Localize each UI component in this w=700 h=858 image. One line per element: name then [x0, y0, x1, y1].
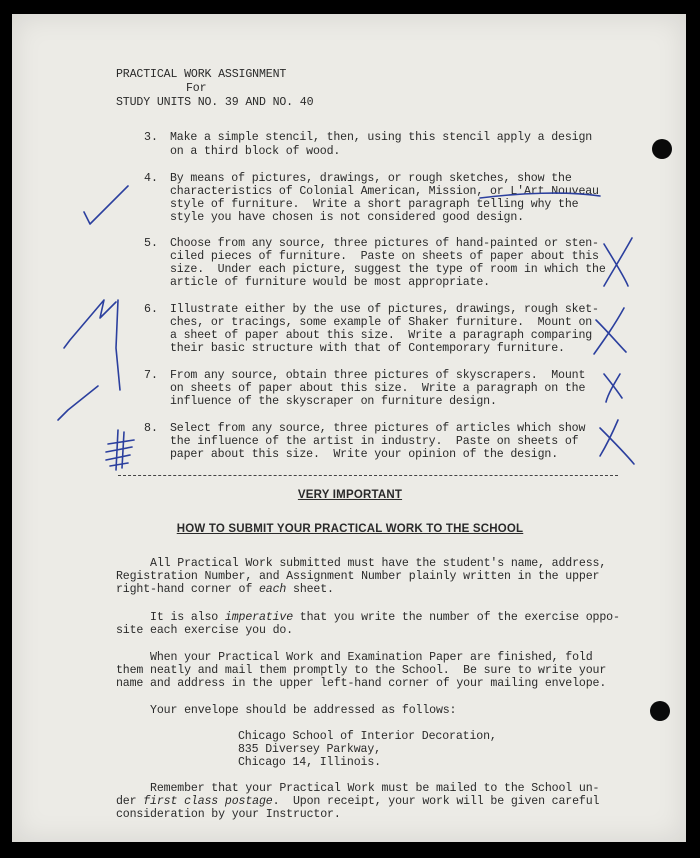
- very-important-heading: VERY IMPORTANT: [297, 489, 403, 501]
- item-7-number: 7.: [144, 369, 158, 382]
- paragraph-line: It is also imperative that you write the number of the exercise oppo-: [116, 611, 620, 624]
- item-8-line: paper about this size. Write your opinion of the design.: [170, 448, 559, 461]
- address-line-3: Chicago 14, Illinois.: [238, 756, 381, 769]
- address-line-2: 835 Diversey Parkway,: [238, 743, 381, 756]
- item-5-line: Choose from any source, three pictures of hand-painted or sten-: [170, 237, 599, 250]
- item-5-line: article of furniture would be most appropriate.: [170, 276, 490, 289]
- punch-hole-top: [652, 139, 672, 159]
- item-7-line: From any source, obtain three pictures of skyscrapers. Mount: [170, 369, 586, 382]
- item-6-line: ches, or tracings, some example of Shaker furniture. Mount on: [170, 316, 593, 329]
- paragraph-line: consideration by your Instructor.: [116, 808, 341, 821]
- paragraph-line: right-hand corner of each sheet.: [116, 583, 334, 596]
- paragraph-line: name and address in the upper left-hand corner of your mailing envelope.: [116, 677, 607, 690]
- item-5-line: size. Under each picture, suggest the type of room in which the: [170, 263, 606, 276]
- item-6-line: Illustrate either by the use of pictures, drawings, rough sket-: [170, 303, 599, 316]
- paragraph-line: All Practical Work submitted must have the student's name, address,: [116, 557, 607, 570]
- paragraph-line: der first class postage. Upon receipt, your work will be given careful: [116, 795, 600, 808]
- paragraph-line: Your envelope should be addressed as follows:: [116, 704, 457, 717]
- item-4-number: 4.: [144, 172, 158, 185]
- paragraph-line: When your Practical Work and Examination Paper are finished, fold: [116, 651, 593, 664]
- item-4-line: style you have chosen is not considered good design.: [170, 211, 524, 224]
- punch-hole-bottom: [650, 701, 670, 721]
- header-line-2: For: [186, 82, 207, 95]
- item-8-number: 8.: [144, 422, 158, 435]
- address-line-1: Chicago School of Interior Decoration,: [238, 730, 497, 743]
- how-to-submit-heading: HOW TO SUBMIT YOUR PRACTICAL WORK TO THE SCHOOL: [176, 523, 524, 535]
- paragraph-line: Remember that your Practical Work must be mailed to the School un-: [116, 782, 600, 795]
- header-line-1: PRACTICAL WORK ASSIGNMENT: [116, 68, 287, 81]
- item-5-line: ciled pieces of furniture. Paste on sheets of paper about this: [170, 250, 599, 263]
- item-8-line: the influence of the artist in industry. Paste on sheets of: [170, 435, 579, 448]
- item-3-number: 3.: [144, 131, 158, 144]
- header-line-3: STUDY UNITS NO. 39 AND NO. 40: [116, 96, 314, 109]
- item-3-line: on a third block of wood.: [170, 145, 341, 158]
- item-3-line: Make a simple stencil, then, using this stencil apply a design: [170, 131, 593, 144]
- item-5-number: 5.: [144, 237, 158, 250]
- item-4-line: By means of pictures, drawings, or rough sketches, show the: [170, 172, 572, 185]
- paragraph-line: Registration Number, and Assignment Number plainly written in the upper: [116, 570, 600, 583]
- item-4-line: characteristics of Colonial American, Mission, or L'Art Nouveau: [170, 185, 599, 198]
- item-6-number: 6.: [144, 303, 158, 316]
- item-6-line: their basic structure with that of Contemporary furniture.: [170, 342, 565, 355]
- paragraph-line: site each exercise you do.: [116, 624, 293, 637]
- item-6-line: a sheet of paper about this size. Write a paragraph comparing: [170, 329, 593, 342]
- dashed-divider: [118, 475, 618, 476]
- paragraph-line: them neatly and mail them promptly to the School. Be sure to write your: [116, 664, 607, 677]
- item-8-line: Select from any source, three pictures of articles which show: [170, 422, 586, 435]
- item-4-line: style of furniture. Write a short paragraph telling why the: [170, 198, 579, 211]
- item-7-line: on sheets of paper about this size. Write a paragraph on the: [170, 382, 586, 395]
- item-7-line: influence of the skyscraper on furniture design.: [170, 395, 497, 408]
